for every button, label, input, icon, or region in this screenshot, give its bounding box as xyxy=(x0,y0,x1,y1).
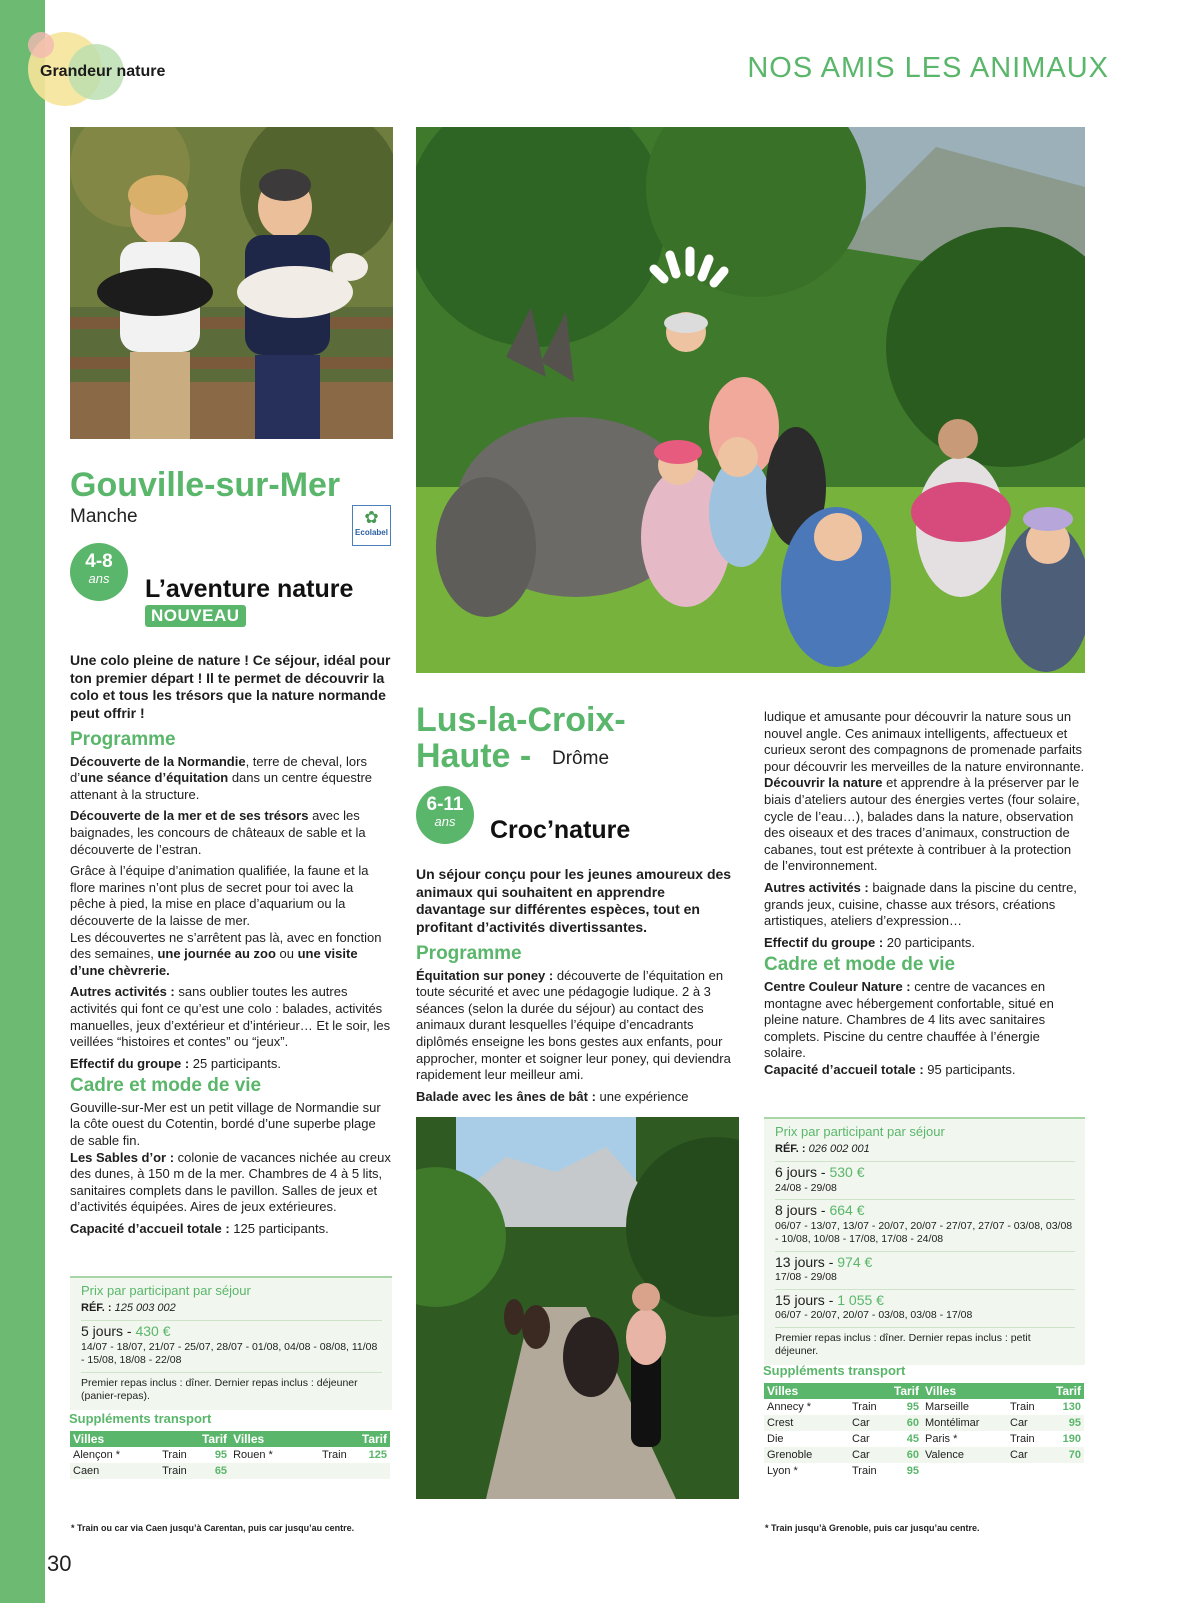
cell-tarif: 60 xyxy=(889,1447,922,1463)
cell-city: Crest xyxy=(764,1415,849,1431)
cell-mode: Train xyxy=(1010,1433,1035,1445)
right-programme-p3: Découvrir la nature et apprendre à la préserver par le biais d’ateliers autour des énergies vertes (four solaire, cycle de l’eau…), balades dans la nature, observation des oiseaux et des traces d’animaux, construction de cabanes, tout est prétexte à contribuer à la protection de l’environnement. xyxy=(764,775,1080,874)
right-place-line2: Haute - xyxy=(416,736,532,775)
right-region: Drôme xyxy=(552,748,610,769)
cell-city: Caen xyxy=(70,1463,159,1479)
ecolabel-logo xyxy=(352,505,391,546)
col-tarif: Tarif xyxy=(199,1431,230,1447)
photo-kids-goats xyxy=(70,127,393,439)
left-programme-title: Programme xyxy=(70,729,176,750)
col-villes: Villes xyxy=(764,1383,849,1399)
left-programme-p5: Effectif du groupe : 25 participants. xyxy=(70,1055,281,1071)
cell-tarif: 60 xyxy=(889,1415,922,1431)
table-row xyxy=(70,1463,390,1479)
cell-tarif: 190 xyxy=(1062,1433,1081,1445)
cell-mode: Car xyxy=(849,1415,889,1431)
cell-city: Annecy * xyxy=(767,1401,812,1413)
cell-tarif xyxy=(1049,1463,1084,1479)
cell-mode: Train xyxy=(322,1449,347,1461)
cell-city: Grenoble xyxy=(764,1447,849,1463)
table-header xyxy=(70,1431,390,1447)
col-villes: Villes xyxy=(70,1431,159,1447)
right-programme-p2-cont: ludique et amusante pour découvrir la nature sous un nouvel angle. Ces animaux intelligents, affectueux et curieux seront des compagnons de promenade parfaits pour découvrir les merveilles de la nature environnante. xyxy=(764,709,1085,774)
right-cadre-p2: Capacité d’accueil totale : 95 participants. xyxy=(764,1061,1016,1077)
ecolabel-text: Ecolabel xyxy=(355,528,388,537)
col-mode-2 xyxy=(1007,1383,1049,1399)
cell-mode: Train xyxy=(852,1465,877,1477)
cell-mode: Train xyxy=(852,1401,877,1413)
right-age-badge xyxy=(416,786,474,844)
cell-mode xyxy=(1007,1463,1049,1479)
right-programme-title: Programme xyxy=(416,943,522,964)
right-price-duration: 8 jours - 664 € xyxy=(775,1199,1075,1218)
left-price-note: Premier repas inclus : dîner. Dernier repas inclus : déjeuner (panier-repas). xyxy=(81,1372,382,1404)
left-programme-p4: Autres activités : sans oublier toutes les autres activités qui font ce qu’est une colo : balades, activités manuelles, jeux d’extérieur et d’intérieur… Et le soir, les veillées “histoires et contes” ou “jeux”. xyxy=(70,984,391,1050)
left-intro: Une colo pleine de nature ! Ce séjour, idéal pour ton premier départ ! Il te permet de découvrir la colo et tous les trésors que la nature normande peut offrir ! xyxy=(70,652,391,721)
left-supp-title: Suppléments transport xyxy=(69,1411,212,1426)
right-price-header: Prix par participant par séjour xyxy=(775,1124,945,1139)
right-price-dates: 24/08 - 29/08 xyxy=(775,1181,837,1194)
left-cadre-title: Cadre et mode de vie xyxy=(70,1075,262,1097)
right-programme-p4: Autres activités : baignade dans la piscine du centre, grands jeux, cuisine, chasse aux trésors, créations artistiques, ateliers d’expression… xyxy=(764,879,1077,929)
cell-tarif: 65 xyxy=(199,1463,230,1479)
col-mode-2 xyxy=(319,1431,359,1447)
col-tarif-2: Tarif xyxy=(1049,1383,1084,1399)
table-row xyxy=(70,1447,390,1463)
right-price-duration: 15 jours - 1 055 € xyxy=(775,1289,1075,1308)
cell-city xyxy=(230,1463,319,1479)
table-row xyxy=(764,1463,1084,1479)
left-price-dates: 14/07 - 18/07, 21/07 - 25/07, 28/07 - 01/08, 04/08 - 08/08, 11/08 - 15/08, 18/08 - 22/08 xyxy=(81,1340,378,1366)
col-villes-2: Villes xyxy=(922,1383,1007,1399)
right-programme-p1: Équitation sur poney : découverte de l’équitation en toute sécurité et avec une pédagogie ludique. 2 à 3 séances (selon la durée du séjour) au contact des animaux durant lesquelles l’équipe d’encadrants diplômés enseigne les bons gestes aux enfants, pour approcher, monter et soigner leur poney, qui deviendra rapidement leur meilleur ami. xyxy=(416,967,731,1083)
left-programme-p3: Grâce à l’équipe d’animation qualifiée, la faune et la flore marines n’ont plus de secret pour toi avec la pêche à pied, la mise en place d’aquarium ou la découverte de la laisse de mer. Les découvertes ne s’arrêtent pas là, avec en fonction des semaines, une journée au zoo ou une visite d’une chèvrerie. xyxy=(70,863,382,978)
right-price-dates: 17/08 - 29/08 xyxy=(775,1271,837,1283)
table-header xyxy=(764,1383,1084,1399)
cell-tarif: 125 xyxy=(368,1449,387,1461)
right-price-duration: 6 jours - 530 € xyxy=(775,1161,1075,1180)
cell-mode xyxy=(319,1463,359,1479)
left-age-badge xyxy=(70,543,128,601)
right-price-dates: 06/07 - 20/07, 20/07 - 03/08, 03/08 - 17/08 xyxy=(775,1309,973,1321)
left-place-title: Gouville-sur-Mer xyxy=(70,466,341,504)
right-place-line1: Lus-la-Croix- xyxy=(416,701,626,739)
cell-mode: Train xyxy=(1010,1401,1035,1413)
right-article-col2 xyxy=(764,709,1085,1083)
badge-circle-pink xyxy=(28,32,54,58)
section-title: NOS AMIS LES ANIMAUX xyxy=(747,52,1109,84)
right-age-unit: ans xyxy=(434,814,456,829)
table-row xyxy=(764,1415,1084,1431)
right-price-box xyxy=(764,1117,1085,1365)
right-transport-table xyxy=(764,1383,1084,1479)
right-cadre-p1: Centre Couleur Nature : centre de vacances en montagne avec hébergement confortable, situé en pleine nature. Chambres de 4 lits avec sanitaires complets. Piscine du centre chauffée à l’énergie solaire. xyxy=(764,978,1054,1061)
cell-tarif: 130 xyxy=(1062,1401,1081,1413)
col-villes-2: Villes xyxy=(230,1431,319,1447)
cell-city: Valence xyxy=(922,1447,1007,1463)
left-footnote: * Train ou car via Caen jusqu’à Carentan, puis car jusqu’au centre. xyxy=(71,1523,355,1533)
cell-city: Die xyxy=(767,1433,784,1445)
page-number: 30 xyxy=(47,1551,72,1576)
cell-mode: Car xyxy=(852,1433,870,1445)
cell-mode: Car xyxy=(1007,1447,1049,1463)
left-price-header: Prix par participant par séjour xyxy=(81,1283,251,1298)
table-row xyxy=(764,1447,1084,1463)
side-color-bar xyxy=(0,0,45,1603)
cell-mode: Car xyxy=(1007,1415,1049,1431)
cell-tarif: 95 xyxy=(1049,1415,1084,1431)
left-cadre-p2: Les Sables d’or : colonie de vacances nichée au creux des dunes, à 150 m de la mer. Chambres de 4 à 5 lits, sanitaires complets dans le pavillon. Salles de jeux et d’activités équipées. Aires de jeux extérieures. xyxy=(70,1149,391,1215)
right-footnote: * Train jusqu’à Grenoble, puis car jusqu’au centre. xyxy=(765,1523,980,1533)
cell-city: Paris * xyxy=(925,1433,958,1445)
left-transport-table xyxy=(70,1431,390,1479)
left-age-range: 4-8 xyxy=(85,551,113,572)
right-price-dates: 06/07 - 13/07, 13/07 - 20/07, 20/07 - 27/07, 27/07 - 03/08, 03/08 - 10/08, 10/08 - 17/08, 17/08 - 24/08 xyxy=(775,1219,1073,1245)
cell-city: Lyon * xyxy=(767,1465,798,1477)
photo-kids-donkey xyxy=(416,127,1085,673)
left-price-ref: RÉF. : 125 003 002 xyxy=(81,1301,176,1314)
right-supp-title: Suppléments transport xyxy=(763,1363,906,1378)
right-programme-p5: Effectif du groupe : 20 participants. xyxy=(764,934,975,950)
left-programme-p1: Découverte de la Normandie, terre de cheval, lors d’une séance d’équitation dans un centre équestre attenant à la structure. xyxy=(70,753,373,802)
cell-city: Alençon * xyxy=(73,1449,121,1461)
right-cadre-title: Cadre et mode de vie xyxy=(764,954,956,976)
cell-mode: Train xyxy=(162,1449,187,1461)
cell-city: Montélimar xyxy=(922,1415,1007,1431)
right-stay-title: Croc’nature xyxy=(490,816,631,844)
col-mode xyxy=(849,1383,889,1399)
col-tarif: Tarif xyxy=(889,1383,922,1399)
right-intro: Un séjour conçu pour les jeunes amoureux des animaux qui souhaitent en apprendre davantage sur différentes espèces, tout en profitant d’activités divertissantes. xyxy=(416,866,732,935)
left-article-body xyxy=(70,652,392,1243)
left-region: Manche xyxy=(70,506,138,527)
left-programme-p2: Découverte de la mer et de ses trésors avec les baignades, les concours de châteaux de sable et la découverte de l’estran. xyxy=(70,808,366,857)
cell-mode: Car xyxy=(849,1447,889,1463)
cell-tarif: 70 xyxy=(1049,1447,1084,1463)
right-article-col1 xyxy=(416,866,738,1110)
left-cadre-p1: Gouville-sur-Mer est un petit village de Normandie sur la côte ouest du Cotentin, bordé d’une superbe plage de sable fin. xyxy=(70,1099,381,1149)
right-programme-p2: Balade avec les ânes de bât : une expérience xyxy=(416,1088,689,1104)
left-cadre-p3: Capacité d’accueil totale : 125 participants. xyxy=(70,1221,329,1237)
cell-tarif: 95 xyxy=(906,1465,919,1477)
badge-label: Grandeur nature xyxy=(40,63,166,80)
category-badge xyxy=(28,32,188,108)
flower-icon: ✿ xyxy=(364,508,379,527)
right-price-duration: 13 jours - 974 € xyxy=(775,1251,1075,1270)
cell-tarif xyxy=(359,1463,390,1479)
left-price-duration: 5 jours - 430 € xyxy=(81,1320,382,1339)
left-stay-title: L’aventure nature xyxy=(145,575,354,603)
col-mode xyxy=(159,1431,199,1447)
photo-horse-trail xyxy=(416,1117,739,1499)
cell-tarif: 95 xyxy=(906,1401,919,1413)
left-age-unit: ans xyxy=(88,571,110,586)
cell-city xyxy=(922,1463,1007,1479)
cell-city: Marseille xyxy=(925,1401,970,1413)
right-age-range: 6-11 xyxy=(426,794,464,815)
left-price-box xyxy=(70,1276,392,1410)
cell-tarif: 45 xyxy=(906,1433,919,1445)
cell-tarif: 95 xyxy=(214,1449,228,1461)
cell-mode: Train xyxy=(159,1463,199,1479)
cell-city: Rouen * xyxy=(233,1449,273,1461)
right-price-ref: RÉF. : 026 002 001 xyxy=(775,1142,870,1155)
right-price-note: Premier repas inclus : dîner. Dernier repas inclus : petit déjeuner. xyxy=(775,1327,1075,1359)
new-tag: NOUVEAU xyxy=(145,605,246,627)
table-row xyxy=(764,1431,1084,1447)
table-row xyxy=(764,1399,1084,1415)
col-tarif-2: Tarif xyxy=(359,1431,390,1447)
